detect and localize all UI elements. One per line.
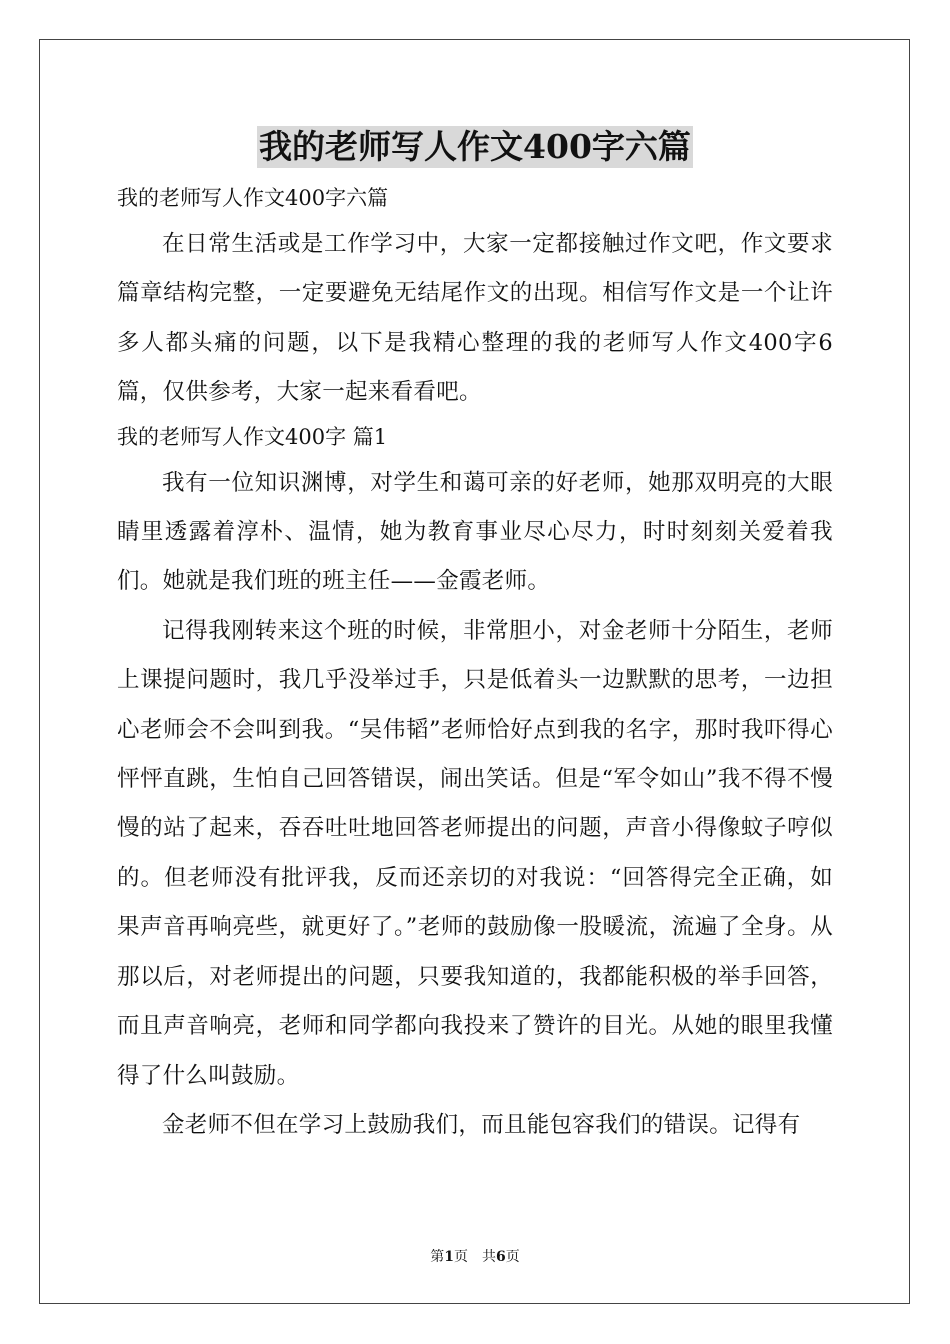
document-title: 我的老师写人作文400字六篇 [259, 127, 691, 166]
current-page-number: 1 [444, 1249, 454, 1265]
page-footer [0, 1247, 950, 1267]
document-body [117, 178, 833, 1150]
footer-mid: 页 共 [454, 1249, 496, 1265]
footer-prefix: 第 [430, 1249, 445, 1265]
body-paragraph: 我有一位知识渊博，对学生和蔼可亲的好老师，她那双明亮的大眼睛里透露着淳朴、温情，她为教育事业尽心尽力，时时刻刻关爱着我们。她就是我们班的班主任——金霞老师。 [117, 469, 833, 595]
body-paragraph: 金老师不但在学习上鼓励我们，而且能包容我们的错误。记得有 [162, 1111, 801, 1138]
footer-suffix: 页 [505, 1249, 520, 1265]
document-subtitle: 我的老师写人作文400字六篇 [117, 186, 389, 210]
intro-paragraph: 在日常生活或是工作学习中，大家一定都接触过作文吧，作文要求篇章结构完整，一定要避免无结尾作文的出现。相信写作文是一个让许多人都头痛的问题，以下是我精心整理的我的老师写人作文400字6篇，仅供参考，大家一起来看看吧。 [117, 231, 833, 406]
title-container [0, 126, 950, 168]
section-heading: 我的老师写人作文400字 篇1 [117, 424, 388, 449]
body-paragraph: 记得我刚转来这个班的时候，非常胆小，对金老师十分陌生，老师上课提问题时，我几乎没举过手，只是低着头一边默默的思考，一边担心老师会不会叫到我。“吴伟韬”老师恰好点到我的名字，那时我吓得心怦怦直跳，生怕自己回答错误，闹出笑话。但是“军令如山”我不得不慢慢的站了起来，吞吞吐吐地回答老师提出的问题，声音小得像蚊子哼似的。但老师没有批评我，反而还亲切的对我说：“回答得完全正确，如果声音再响亮些，就更好了。”老师的鼓励像一股暖流，流遍了全身。从那以后，对老师提出的问题，只要我知道的，我都能积极的举手回答，而且声音响亮，老师和同学都向我投来了赞许的目光。从她的眼里我懂得了什么叫鼓励。 [117, 617, 833, 1089]
total-pages-number: 6 [496, 1249, 506, 1265]
